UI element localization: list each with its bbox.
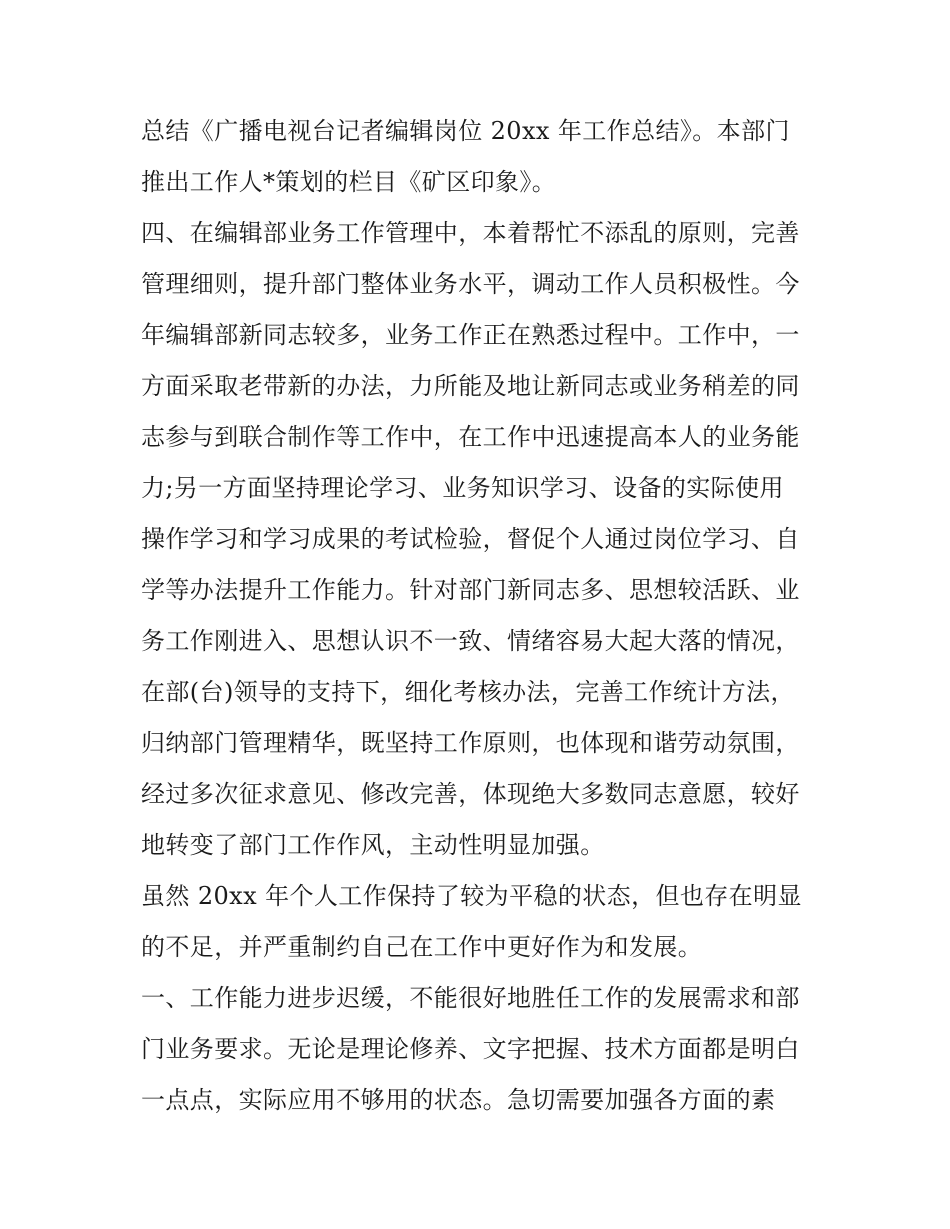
text-line: 一点点，实际应用不够用的状态。急切需要加强各方面的素 [141,1086,776,1114]
text-line: 学等办法提升工作能力。针对部门新同志多、思想较活跃、业 [141,576,800,604]
text-line: 一、工作能力进步迟缓，不能很好地胜任工作的发展需求和部 [141,984,800,1012]
document-body [141,106,821,1126]
text-line: 管理细则，提升部门整体业务水平，调动工作人员积极性。今 [141,270,800,298]
text-line: 年编辑部新同志较多，业务工作正在熟悉过程中。工作中，一 [141,321,800,349]
text-line: 推出工作人*策划的栏目《矿区印象》。 [141,168,557,196]
text-line: 力;另一方面坚持理论学习、业务知识学习、设备的实际使用 [141,474,784,502]
text-line: 四、在编辑部业务工作管理中，本着帮忙不添乱的原则，完善 [141,219,800,247]
text-line: 方面采取老带新的办法，力所能及地让新同志或业务稍差的同 [141,372,800,400]
text-line: 的不足，并严重制约自己在工作中更好作为和发展。 [141,933,703,961]
text-line: 虽然 20xx 年个人工作保持了较为平稳的状态，但也存在明显 [141,882,802,910]
text-line: 经过多次征求意见、修改完善，体现绝大多数同志意愿，较好 [141,780,800,808]
text-line: 务工作刚进入、思想认识不一致、情绪容易大起大落的情况， [141,627,800,655]
text-line: 归纳部门管理精华，既坚持工作原则，也体现和谐劳动氛围， [141,729,800,757]
text-line: 门业务要求。无论是理论修养、文字把握、技术方面都是明白 [141,1035,800,1063]
text-line: 总结《广播电视台记者编辑岗位 20xx 年工作总结》。本部门 [141,117,790,145]
text-line: 操作学习和学习成果的考试检验，督促个人通过岗位学习、自 [141,525,800,553]
text-line: 地转变了部门工作作风，主动性明显加强。 [141,831,605,859]
text-line: 在部(台)领导的支持下，细化考核办法，完善工作统计方法， [141,678,795,706]
text-line: 志参与到联合制作等工作中，在工作中迅速提高本人的业务能 [141,423,800,451]
